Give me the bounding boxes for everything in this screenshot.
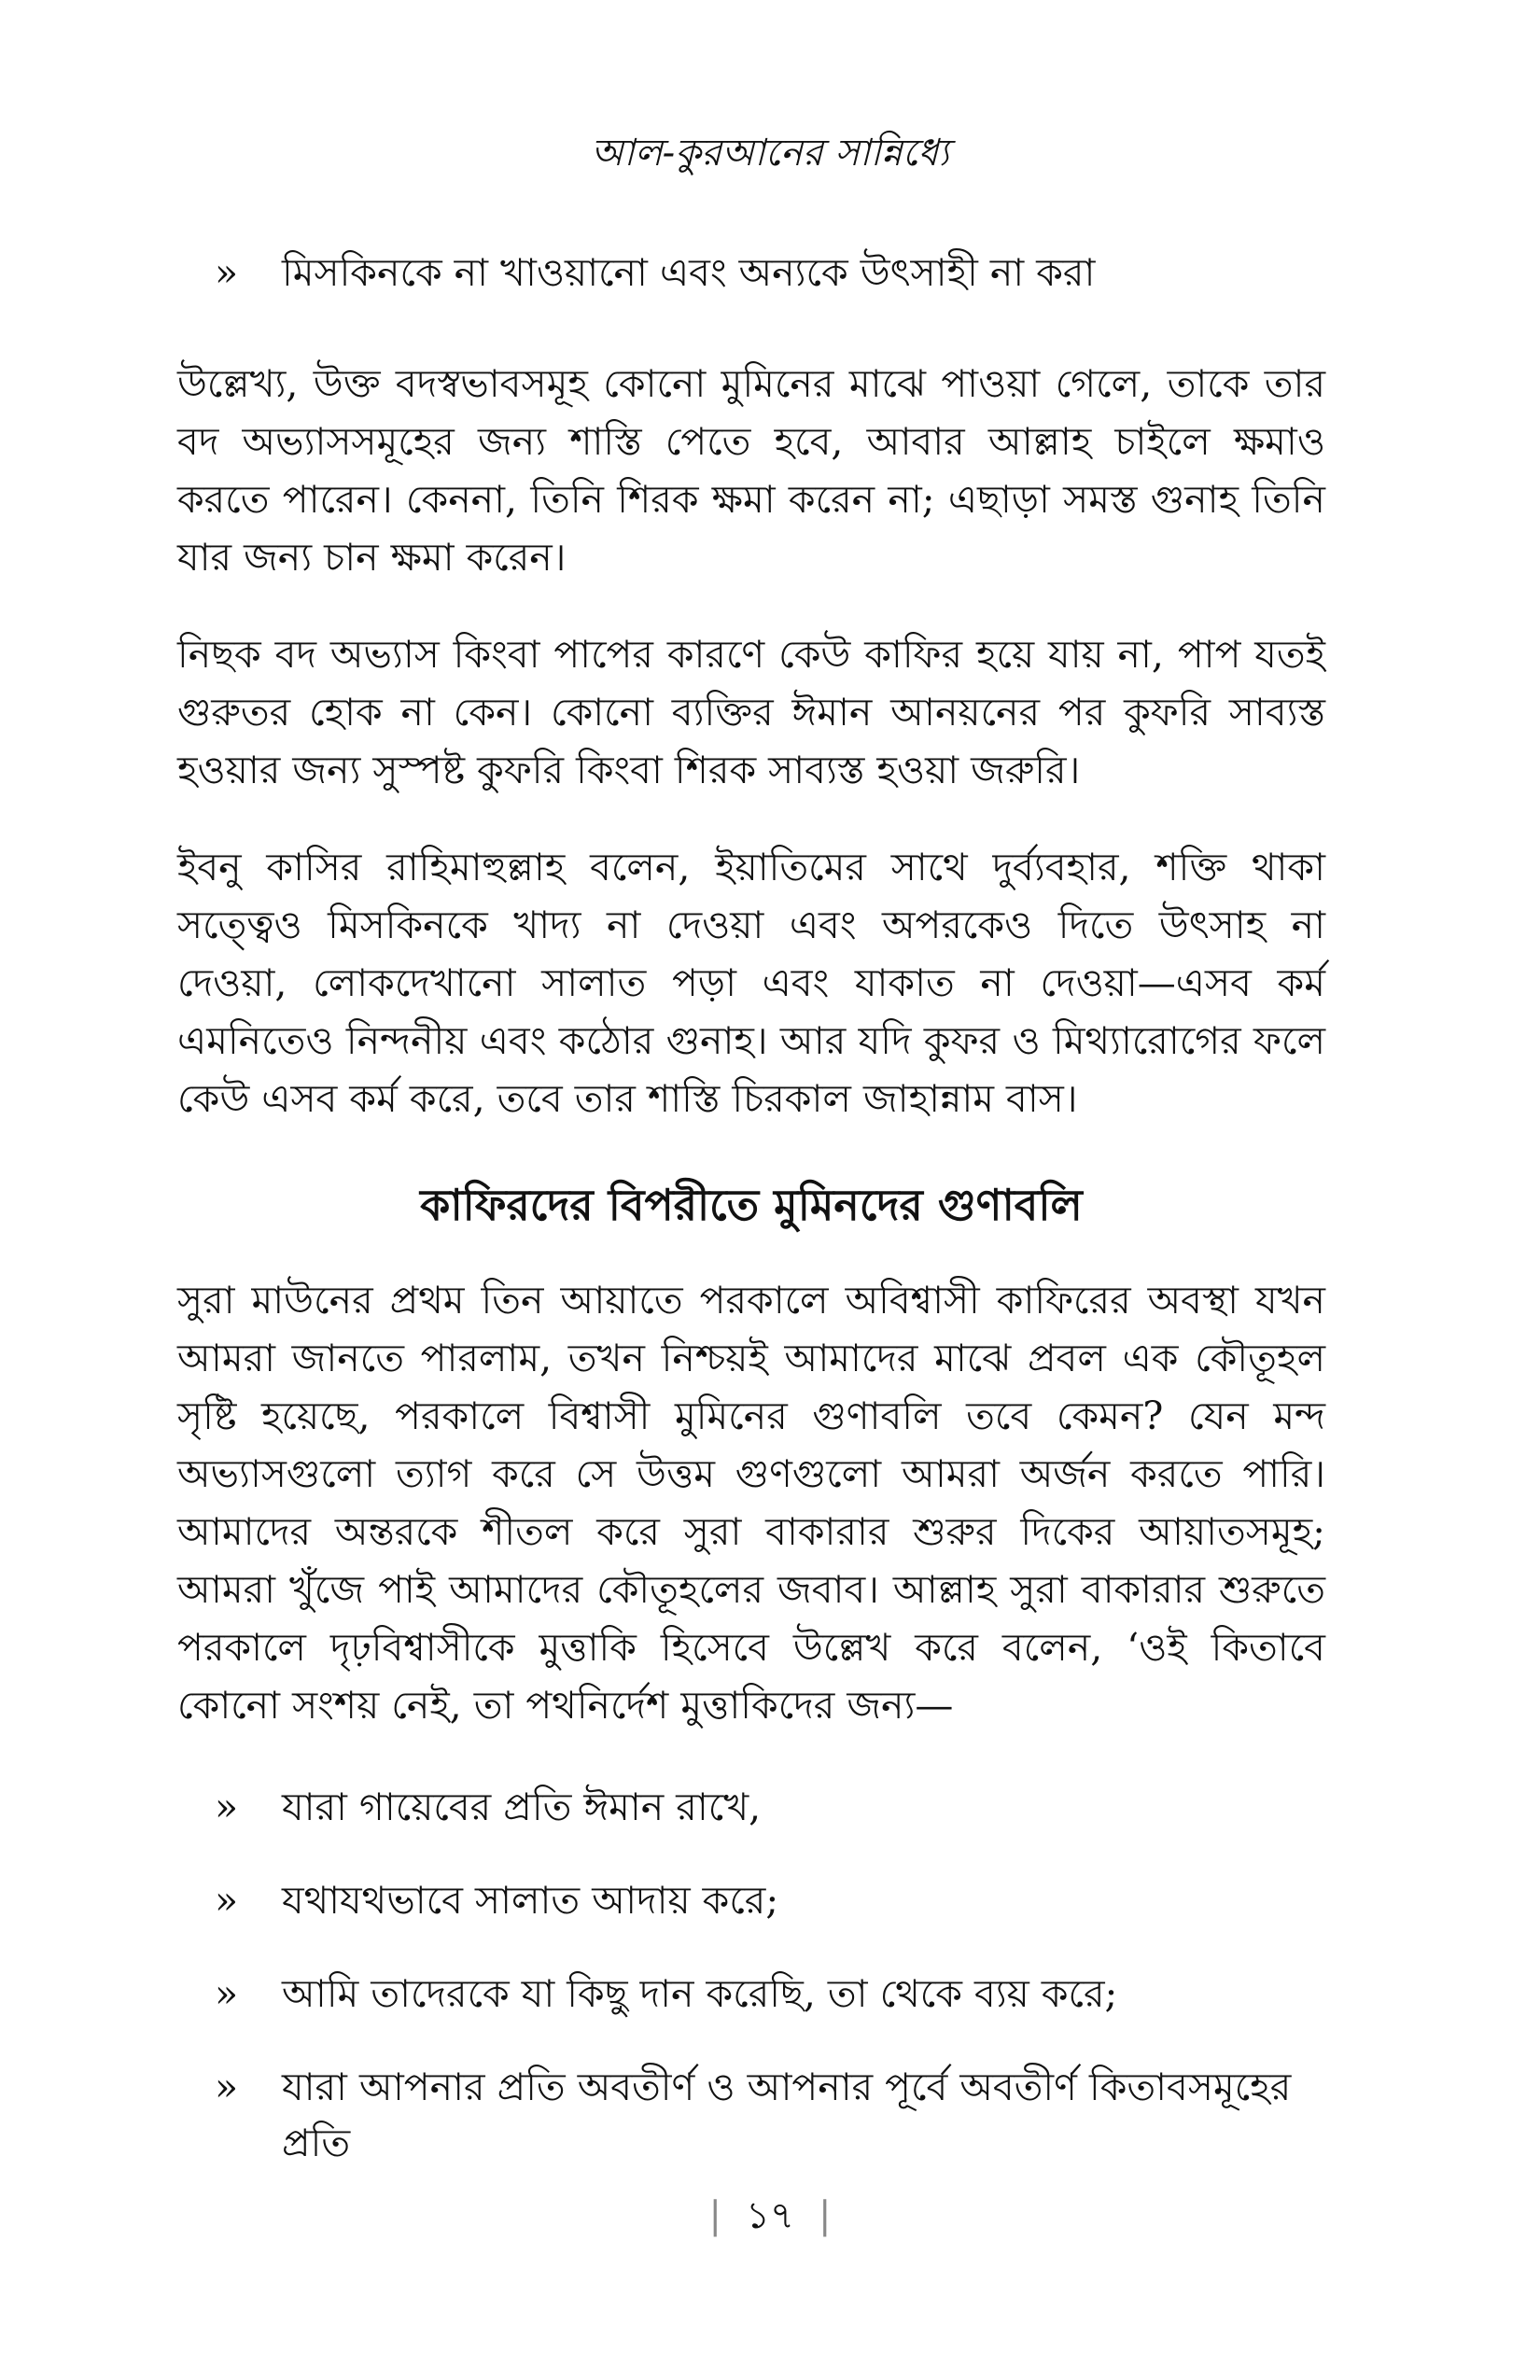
bullet-item [177, 245, 1325, 301]
running-title: আল-কুরআনের সান্নিধ্যে [591, 132, 949, 175]
bullet-marker: » [215, 1878, 239, 1923]
bullet-text: মিসকিনকে না খাওয়ানো এবং অন্যকে উৎসাহী না করা [282, 250, 1096, 295]
paragraph-3: ইবনু কাসির রাহিমাহুল্লাহ বলেন, ইয়াতিমের সাথে দুর্ব্যবহার, শক্তি থাকা সত্ত্বেও মিসকিনকে খাদ্য না দেওয়া এবং অপরকেও দিতে উৎসাহ না দেওয়া, লোকদেখানো সালাত পড়া এবং যাকাত না দেওয়া—এসব কর্ম এমনিতেও নিন্দনীয় এবং কঠোর গুনাহ। আর যদি কুফর ও মিথ্যারোগের ফলে কেউ এসব কর্ম করে, তবে তার শাস্তি চিরকাল জাহান্নাম বাস। [177, 845, 1325, 1121]
section-heading: কাফিরদের বিপরীতে মুমিনদের গুণাবলি [420, 1180, 1083, 1230]
bullet-text: আমি তাদেরকে যা কিছু দান করেছি, তা থেকে ব্যয় করে; [282, 1971, 1118, 2016]
bullet-item [177, 1872, 1325, 1928]
paragraph-1: উল্লেখ্য, উক্ত বদস্বভাবসমূহ কোনো মুমিনের মাঝে পাওয়া গেলে, তাকে তার বদ অভ্যাসসমূহের জন্য শাস্তি পেতে হবে, আবার আল্লাহ চাইলে ক্ষমাও করতে পারেন। কেননা, তিনি শিরক ক্ষমা করেন না; এছাড়া সমস্ত গুনাহ তিনি যার জন্য চান ক্ষমা করেন। [177, 361, 1325, 580]
bullet-item [177, 1779, 1325, 1835]
page-number-footer [0, 2190, 1540, 2242]
bullet-item [177, 1966, 1325, 2022]
folio-bar-right: | [818, 2194, 832, 2237]
page-body [177, 245, 1325, 2171]
bullet-text: যারা আপনার প্রতি অবতীর্ণ ও আপনার পূর্বে অবতীর্ণ কিতাবসমূহের প্রতি [282, 2065, 1292, 2165]
folio-bar-left: | [708, 2194, 722, 2237]
bullet-item [177, 2059, 1325, 2171]
bullet-marker: » [215, 2065, 239, 2109]
paragraph-4: সুরা মাউনের প্রথম তিন আয়াতে পরকালে অবিশ্বাসী কাফিরের অবস্থা যখন আমরা জানতে পারলাম, তখন নিশ্চয়ই আমাদের মাঝে প্রবল এক কৌতূহল সৃষ্টি হয়েছে, পরকালে বিশ্বাসী মুমিনের গুণাবলি তবে কেমন? যেন মন্দ অভ্যাসগুলো ত্যাগ করে সে উত্তম গুণগুলো আমরা অর্জন করতে পারি। আমাদের অন্তরকে শীতল করে সুরা বাকারার শুরুর দিকের আয়াতসমূহ; আমরা খুঁজে পাই আমাদের কৌতূহলের জবাব। আল্লাহ সুরা বাকারার শুরুতে পরকালে দৃঢ়বিশ্বাসীকে মুত্তাকি হিসেবে উল্লেখ করে বলেন, ‘ওই কিতাবে কোনো সংশয় নেই, তা পথনির্দেশ মুত্তাকিদের জন্য— [177, 1278, 1325, 1728]
bullet-marker: » [215, 1785, 239, 1829]
bullet-marker: » [215, 250, 239, 295]
paragraph-2: নিছক বদ অভ্যাস কিংবা পাপের কারণে কেউ কাফির হয়ে যায় না, পাপ যতই গুরুতর হোক না কেন। কোনো ব্যক্তির ঈমান আনয়নের পর কুফরি সাব্যস্ত হওয়ার জন্য সুস্পষ্ট কুফরি কিংবা শিরক সাব্যস্ত হওয়া জরুরি। [177, 632, 1325, 792]
bullet-text: যথাযথভাবে সালাত আদায় করে; [282, 1878, 779, 1923]
bullet-text: যারা গায়েবের প্রতি ঈমান রাখে, [282, 1785, 762, 1829]
page-number: ১৭ [746, 2194, 794, 2237]
bullet-marker: » [215, 1971, 239, 2016]
